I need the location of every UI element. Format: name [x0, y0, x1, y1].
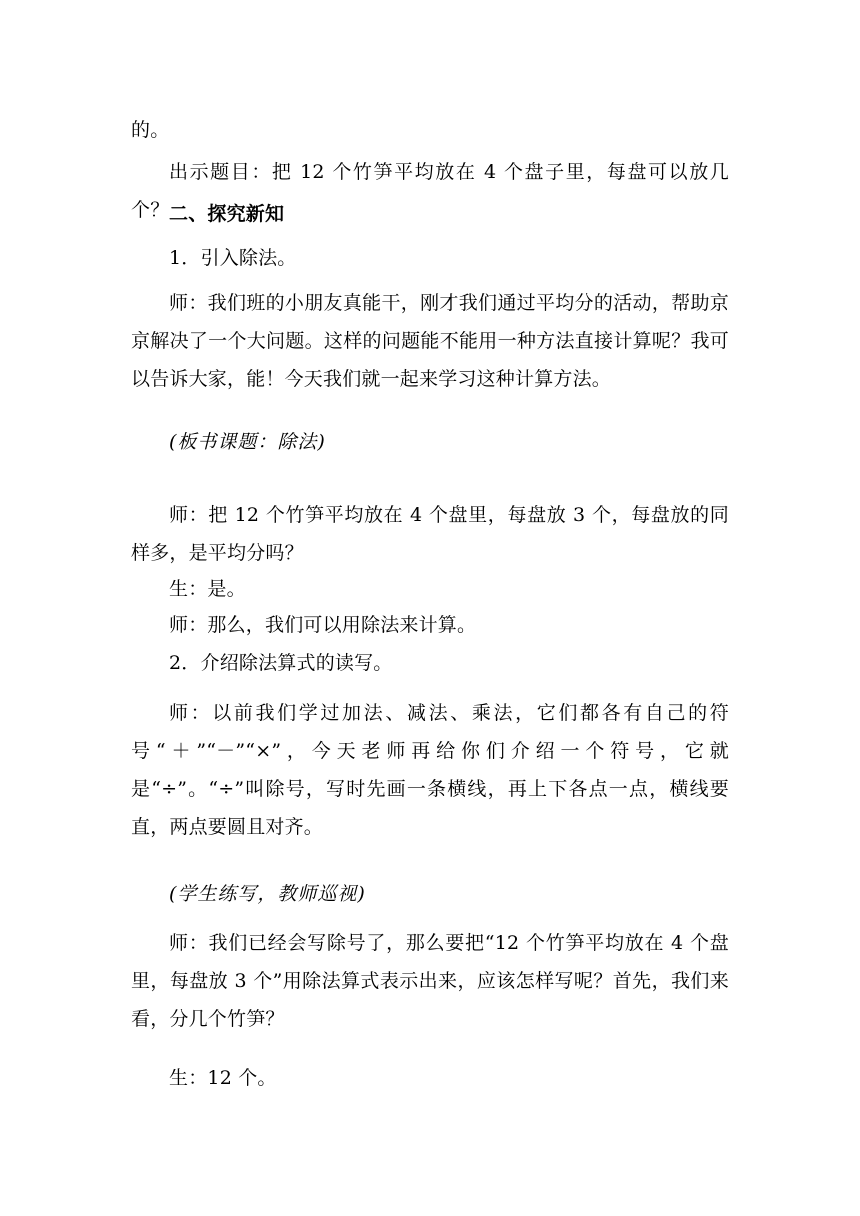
- subsection-title-1: 1．引入除法。: [169, 247, 297, 269]
- subsection-title-2: 2．介绍除法算式的读写。: [169, 652, 393, 674]
- paragraph-problem: 出示题目：把 12 个竹笋平均放在 4 个盘子里，每盘可以放几个？: [131, 161, 729, 221]
- paragraph-student-2: 生：12 个。: [169, 1067, 277, 1089]
- paragraph-teacher-4: 师：以前我们学过加法、减法、乘法，它们都各有自己的符号“＋”“－”“×”，今天老师再给你们介绍一个符号，它就是“÷”。“÷”叫除号，写时先画一条横线，再上下各点一点，横线要直，两点要圆且对齐。: [131, 702, 729, 838]
- section-heading: 二、探究新知: [169, 203, 285, 225]
- paragraph-teacher-3: 师：那么，我们可以用除法来计算。: [169, 614, 477, 636]
- paragraph-teacher-2: 师：把 12 个竹笋平均放在 4 个盘里，每盘放 3 个，每盘放的同样多，是平均分吗？: [131, 504, 729, 564]
- paragraph-continuation: 的。: [131, 119, 170, 141]
- paragraph-teacher-1: 师：我们班的小朋友真能干，刚才我们通过平均分的活动，帮助京京解决了一个大问题。这样的问题能不能用一种方法直接计算呢？我可以告诉大家，能！今天我们就一起来学习这种计算方法。: [131, 292, 729, 390]
- paragraph-blackboard-note: (板书课题：除法): [169, 431, 326, 453]
- paragraph-teacher-5: 师：我们已经会写除号了，那么要把“12 个竹笋平均放在 4 个盘里，每盘放 3 个”用除法算式表示出来，应该怎样写呢？首先，我们来看，分几个竹笋？: [131, 932, 729, 1030]
- paragraph-student-1: 生：是。: [169, 578, 246, 600]
- paragraph-practice-note: (学生练写，教师巡视): [169, 883, 366, 905]
